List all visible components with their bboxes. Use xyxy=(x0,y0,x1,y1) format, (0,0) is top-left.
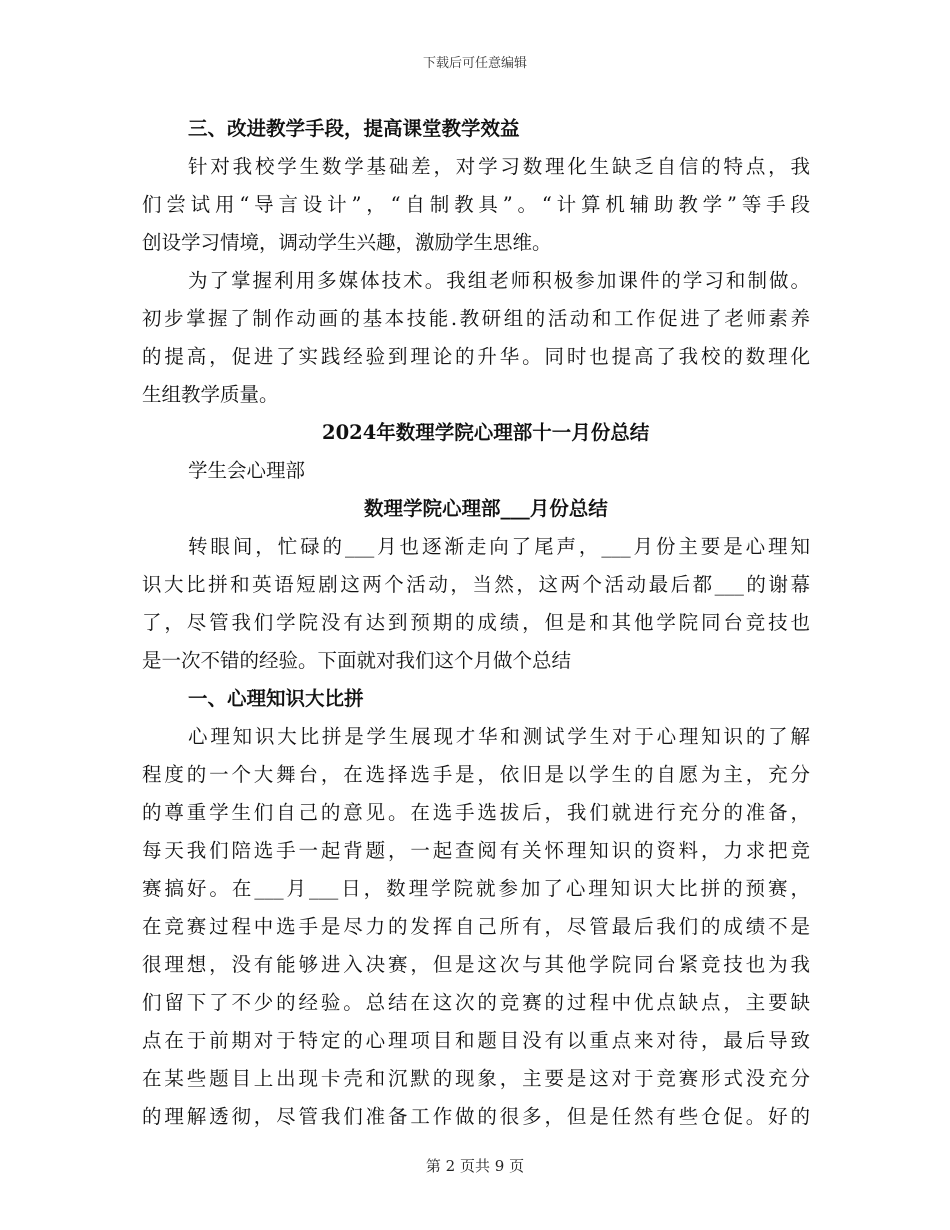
section-heading-3: 三、改进教学手段，提高课堂教学效益 xyxy=(188,117,520,140)
page-number: 第 2 页共 9 页 xyxy=(425,1157,525,1175)
paragraph-line: 创设学习情境，调动学生兴趣，激励学生思维。 xyxy=(142,231,552,254)
paragraph-line: 针对我校学生数学基础差，对学习数理化生缺乏自信的特点，我 xyxy=(188,155,810,178)
paragraph-line: 的提高，促进了实践经验到理论的升华。同时也提高了我校的数理化 xyxy=(142,345,810,368)
paragraph-line: 们留下了不少的经验。总结在这次的竞赛的过程中优点缺点，主要缺 xyxy=(142,991,810,1014)
paragraph-line: 点在于前期对于特定的心理项目和题目没有以重点来对待，最后导致 xyxy=(142,1029,810,1052)
author-line: 学生会心理部 xyxy=(188,459,306,482)
document-title: 2024年数理学院心理部十一月份总结 xyxy=(322,421,650,444)
paragraph-line: 为了掌握利用多媒体技术。我组老师积极参加课件的学习和制做。 xyxy=(188,269,810,292)
paragraph-line: 的尊重学生们自己的意见。在选手选拔后，我们就进行充分的准备， xyxy=(142,801,810,824)
document-body xyxy=(142,110,810,1136)
subtitle: 数理学院心理部___月份总结 xyxy=(364,497,608,520)
paragraph-line: 程度的一个大舞台，在选择选手是，依旧是以学生的自愿为主，充分 xyxy=(142,763,810,786)
paragraph-line: 每天我们陪选手一起背题，一起查阅有关怀理知识的资料，力求把竞 xyxy=(142,839,810,862)
paragraph-line: 生组教学质量。 xyxy=(142,383,279,406)
paragraph-line: 们尝试用“导言设计”，“自制教具”。“计算机辅助教学”等手段 xyxy=(142,193,810,216)
paragraph-line: 很理想，没有能够进入决赛，但是这次与其他学院同台紧竞技也为我 xyxy=(142,953,810,976)
header-note: 下载后可任意编辑 xyxy=(422,56,527,71)
paragraph-line: 心理知识大比拼是学生展现才华和测试学生对于心理知识的了解 xyxy=(188,725,810,748)
paragraph-line: 是一次不错的经验。下面就对我们这个月做个总结 xyxy=(142,649,572,672)
paragraph-line: 了，尽管我们学院没有达到预期的成绩，但是和其他学院同台竞技也 xyxy=(142,611,810,634)
paragraph-line: 赛搞好。在___月___日，数理学院就参加了心理知识大比拼的预赛， xyxy=(142,877,810,900)
paragraph-line: 识大比拼和英语短剧这两个活动，当然，这两个活动最后都___的谢幕 xyxy=(142,573,810,596)
paragraph-line: 初步掌握了制作动画的基本技能.教研组的活动和工作促进了老师素养 xyxy=(142,307,810,330)
paragraph-line: 的理解透彻，尽管我们准备工作做的很多，但是任然有些仓促。好的 xyxy=(142,1105,810,1128)
paragraph-line: 在竞赛过程中选手是尽力的发挥自己所有，尽管最后我们的成绩不是 xyxy=(142,915,810,938)
paragraph-line: 在某些题目上出现卡壳和沉默的现象，主要是这对于竞赛形式没充分 xyxy=(142,1067,810,1090)
paragraph-line: 转眼间，忙碌的___月也逐渐走向了尾声，___月份主要是心理知 xyxy=(188,535,810,558)
section-heading-1: 一、心理知识大比拼 xyxy=(188,687,364,710)
